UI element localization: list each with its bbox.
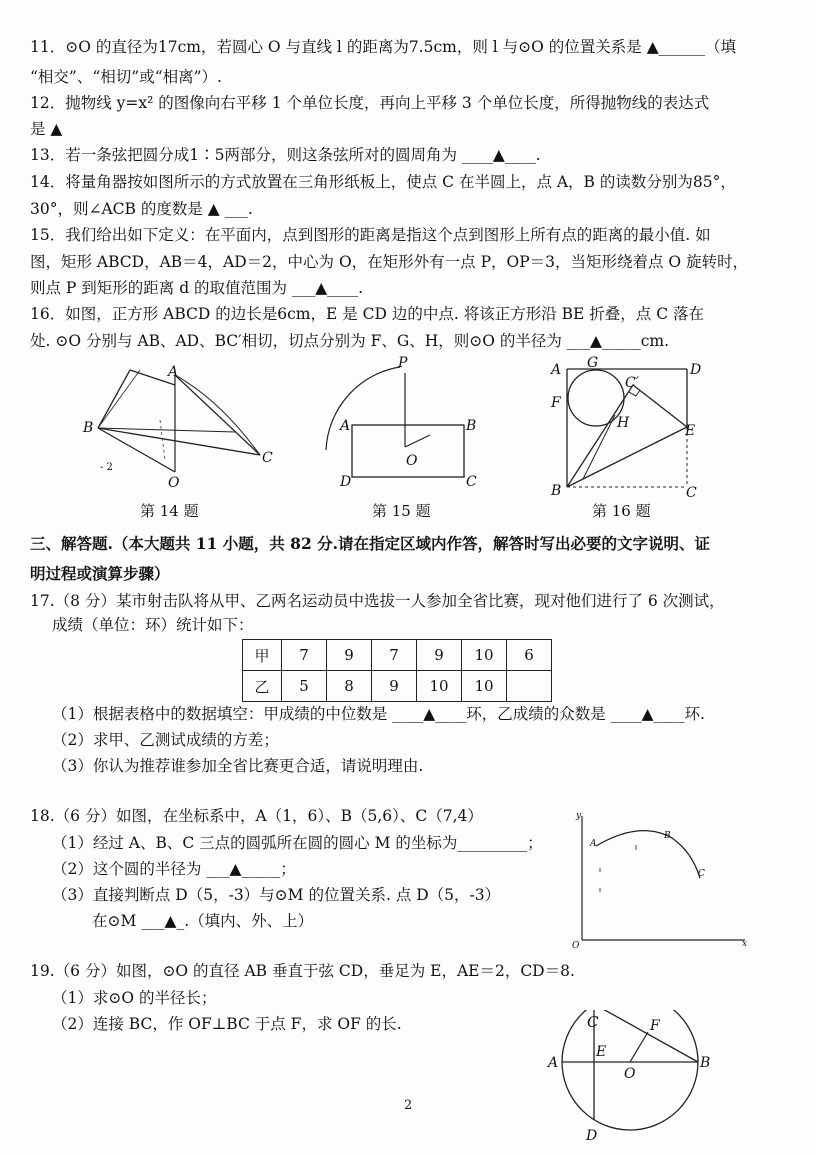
q19-part-1: （1）求⊙O 的半径长； [52,989,217,1007]
table-cell: 10 [462,640,507,671]
fig19-label-A: A [548,1055,559,1071]
fig15-label-A: A [340,418,351,434]
fig16-label-C: C [686,485,697,500]
table-cell: 10 [462,671,507,702]
caption-fig15: 第 15 题 [372,502,431,520]
figure-15 [320,355,490,495]
fig18-label-x: x [742,939,748,949]
table-cell: 乙 [243,671,282,702]
fig14-mark: - 2 [100,462,113,473]
fig16-label-F: F [551,395,561,411]
fig16-label-E: E [685,423,696,439]
page-number: 2 [404,1098,413,1113]
q18-part-1: （1）经过 A、B、C 三点的圆弧所在圆的圆心 M 的坐标为_________； [52,834,543,852]
caption-fig14: 第 14 题 [140,502,199,520]
fig16-label-H: H [617,415,630,431]
fig14-label-B: B [83,420,94,436]
fig18-label-A: A [590,839,597,849]
fig19-label-F: F [650,1018,660,1034]
q17-line-2: 成绩（单位：环）统计如下： [52,616,254,634]
fig18-label-C: C [698,869,705,879]
fig18-label-O: O [572,941,580,951]
q11-line-2: “相交”、“相切”或“相离”）. [30,68,222,86]
fig19-label-D: D [586,1128,598,1144]
q18-part-2: （2）这个圆的半径为 ___▲_____； [52,860,296,878]
table-cell: 10 [417,671,462,702]
q15-line-3: 则点 P 到矩形的距离 d 的取值范围为 ___▲____. [30,279,364,297]
q18-line-1: 18.（6 分）如图，在坐标系中，A（1，6）、B（5,6）、C（7,4） [30,807,483,825]
q18-part-3b: 在⊙M ___▲_.（填内、外、上） [92,912,314,930]
q19-line-1: 19.（6 分）如图，⊙O 的直径 AB 垂直于弦 CD，垂足为 E，AE＝2，CD＝8. [30,962,575,980]
table-cell: 5 [282,671,327,702]
fig19-label-B: B [700,1055,711,1071]
fig16-label-G: G [587,355,599,371]
fig15-label-B: B [466,418,477,434]
table-row [243,640,552,671]
fig19-label-O: O [624,1066,636,1082]
figure-18 [560,808,760,953]
table-cell [507,671,552,702]
fig16-label-A: A [551,362,562,378]
caption-fig16: 第 16 题 [592,502,651,520]
fig16-label-B: B [551,483,562,499]
q12-line-1: 12．抛物线 y=x² 的图像向右平移 1 个单位长度，再向上平移 3 个单位长度，所得抛物线的表达式 [30,94,710,112]
figure-14 [80,360,290,490]
fig16-label-D: D [690,362,702,378]
fig15-label-C: C [466,474,477,490]
table-cell: 8 [327,671,372,702]
fig19-label-E: E [596,1044,607,1060]
q17-part-2: （2）求甲、乙测试成绩的方差； [52,731,279,749]
section-3-heading-1: 三、解答题.（本大题共 11 小题，共 82 分.请在指定区域内作答，解答时写出必要的文字说明、证 [30,534,711,553]
q18-part-3a: （3）直接判断点 D（5，-3）与⊙M 的位置关系. 点 D（5，-3） [52,886,501,904]
fig14-label-C: C [262,450,273,466]
q17-line-1: 17.（8 分）某市射击队将从甲、乙两名运动员中选拔一人参加全省比赛，现对他们进行了 6 次测试， [30,592,725,610]
q19-part-2: （2）连接 BC，作 OF⊥BC 于点 F，求 OF 的长. [52,1015,402,1033]
table-cell: 9 [417,640,462,671]
fig19-label-C-text: C [587,1013,599,1031]
table-cell: 6 [507,640,552,671]
table-cell: 9 [372,671,417,702]
table-cell: 7 [372,640,417,671]
fig18-label-y: y [576,811,582,821]
q14-line-2: 30°，则∠ACB 的度数是 ▲ ___. [30,200,253,218]
figure-16 [545,355,710,500]
q17-part-1: （1）根据表格中的数据填空：甲成绩的中位数是 ____▲____环，乙成绩的众数是 ____▲____环. [52,705,705,723]
fig14-label-A: A [168,364,179,380]
q15-line-2: 图，矩形 ABCD，AB＝4，AD＝2，中心为 O，在矩形外有一点 P，OP＝3，当矩形绕着点 O 旋转时， [30,253,749,271]
q16-line-1: 16．如图，正方形 ABCD 的边长是6cm，E 是 CD 边的中点. 将该正方形沿 BE 折叠，点 C 落在 [30,305,704,323]
fig15-label-O: O [406,453,418,469]
fig15-label-D: D [340,474,352,490]
table-cell: 7 [282,640,327,671]
fig18-label-B: B [664,831,671,841]
q12-line-2: 是 ▲ [30,120,63,138]
table-cell: 9 [327,640,372,671]
q17-part-3: （3）你认为推荐谁参加全省比赛更合适，请说明理由. [52,757,424,775]
table-cell: 甲 [243,640,282,671]
figure-19 [540,1010,720,1155]
table-row [243,671,552,702]
q16-line-2: 处. ⊙O 分别与 AB、AD、BC′相切，切点分别为 F、G、H，则⊙O 的半径为 ___▲_____cm. [30,332,670,350]
q11-line-1: 11．⊙O 的直径为17cm，若圆心 O 与直线 l 的距离为7.5cm，则 l 与⊙O 的位置关系是 ▲______（填 [30,38,737,56]
fig15-label-P: P [398,355,408,371]
q15-line-1: 15．我们给出如下定义：在平面内，点到图形的距离是指这个点到图形上所有点的距离的最小值. 如 [30,226,711,244]
fig16-label-C1: C′ [625,375,639,391]
q14-line-1: 14．将量角器按如图所示的方式放置在三角形纸板上，使点 C 在半圆上，点 A，B 的读数分别为85°， [30,173,736,191]
section-3-heading-2: 明过程或演算步骤） [30,564,170,583]
fig14-label-O: O [168,475,180,490]
q13-line: 13．若一条弦把圆分成1∶5两部分，则这条弦所对的圆周角为 ____▲____. [30,146,541,164]
score-table [242,639,552,702]
